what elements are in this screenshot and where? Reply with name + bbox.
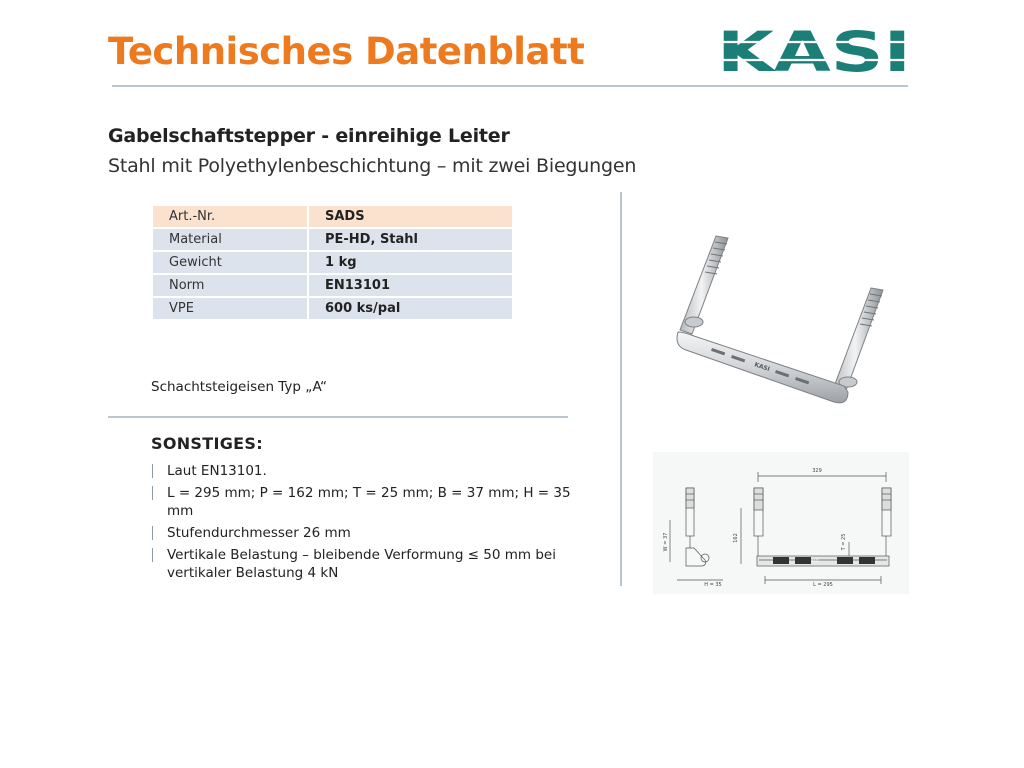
t-dimension-label: T = 25 — [841, 533, 847, 551]
kasi-logo — [716, 28, 912, 74]
spec-value: 600 ks/pal — [309, 298, 512, 319]
top-dimension-label: 329 — [812, 468, 822, 474]
spec-row — [153, 206, 512, 227]
spec-label: VPE — [153, 298, 307, 319]
spec-row — [153, 252, 512, 273]
spec-value: SADS — [309, 206, 512, 227]
list-item: Vertikale Belastung – bleibende Verformung ≤ 50 mm bei vertikaler Belastung 4 kN — [151, 546, 571, 582]
technical-drawing — [653, 452, 909, 594]
drawing-brand-label: KASI — [811, 559, 819, 563]
h-dimension-label: H = 35 — [704, 582, 722, 588]
step-brand-text: KASI — [753, 361, 771, 374]
spec-row — [153, 298, 512, 319]
height-dimension-label: 162 — [733, 533, 739, 543]
spec-label: Material — [153, 229, 307, 250]
header-divider — [112, 85, 908, 87]
product-image — [666, 226, 892, 412]
spec-label: Norm — [153, 275, 307, 296]
list-item: Stufendurchmesser 26 mm — [151, 524, 571, 542]
vertical-divider — [620, 192, 622, 586]
logo-text: KASI — [717, 28, 911, 74]
product-subtitle: Stahl mit Polyethylenbeschichtung – mit zwei Biegungen — [108, 155, 637, 177]
spec-value: 1 kg — [309, 252, 512, 273]
product-name: Gabelschaftstepper - einreihige Leiter — [108, 125, 510, 147]
spec-value: PE-HD, Stahl — [309, 229, 512, 250]
l-dimension-label: L = 295 — [813, 582, 833, 588]
spec-label: Gewicht — [153, 252, 307, 273]
list-item: Laut EN13101. — [151, 462, 571, 480]
section-divider — [108, 416, 568, 418]
misc-list — [151, 462, 571, 586]
misc-heading: SONSTIGES: — [151, 434, 263, 453]
w-dimension-label: W = 37 — [663, 532, 669, 552]
page-title: Technisches Datenblatt — [108, 30, 585, 73]
shaft-type-note: Schachtsteigeisen Typ „A“ — [151, 379, 328, 395]
spec-value: EN13101 — [309, 275, 512, 296]
spec-table — [151, 204, 514, 321]
spec-row — [153, 229, 512, 250]
list-item: L = 295 mm; P = 162 mm; T = 25 mm; B = 37 mm; H = 35 mm — [151, 484, 571, 520]
spec-label: Art.-Nr. — [153, 206, 307, 227]
spec-row — [153, 275, 512, 296]
